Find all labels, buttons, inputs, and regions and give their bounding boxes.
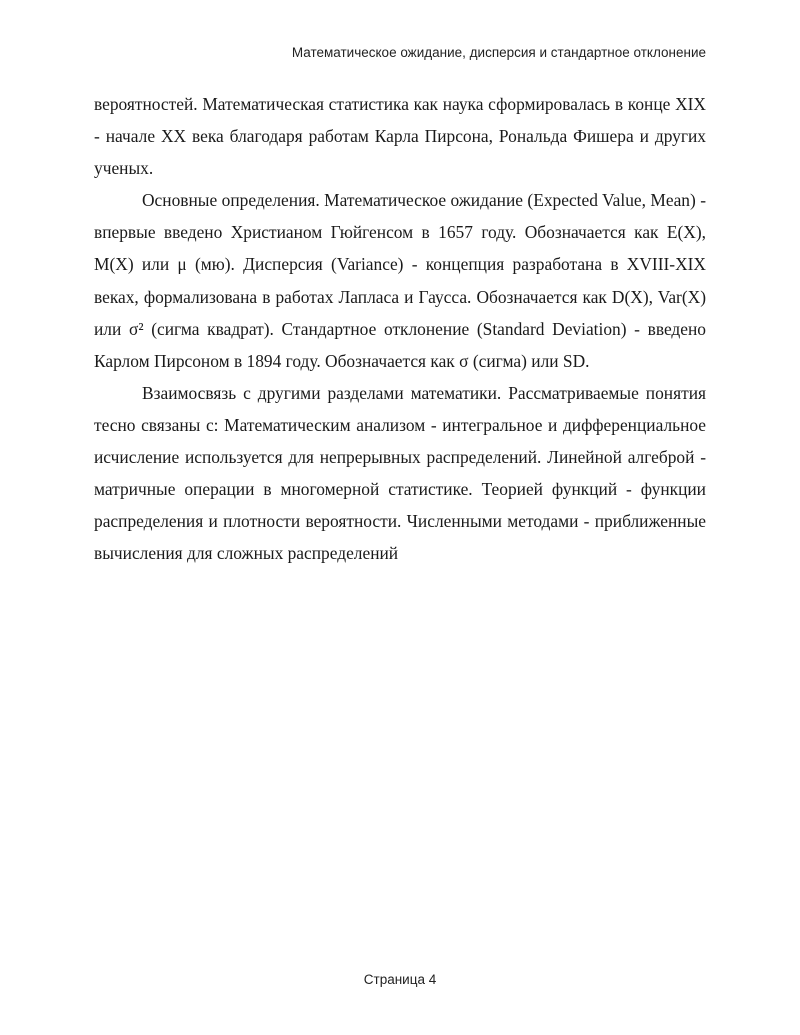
- document-body: [94, 88, 706, 569]
- paragraph-relations: Взаимосвязь с другими разделами математики. Рассматриваемые понятия тесно связаны с: Математическим анализом - интегральное и дифференциальное исчисление используется для непрерывных распределений. Линейной алгеброй - матричные операции в многомерной статистике. Теорией функций - функции распределения и плотности вероятности. Численными методами - приближенные вычисления для сложных распределений: [94, 382, 706, 564]
- page-header: Математическое ожидание, дисперсия и стандартное отклонение: [291, 45, 706, 60]
- page-number: Страница 4: [363, 972, 437, 987]
- paragraph-definitions: Основные определения. Математическое ожидание (Expected Value, Mean) - впервые введено Христианом Гюйгенсом в 1657 году. Обозначается как E(X), M(X) или μ (мю). Дисперсия (Variance) - концепция разработана в XVIII-XIX веках, формализована в работах Лапласа и Гаусса. Обозначается как D(X), Var(X) или σ² (сигма квадрат). Стандартное отклонение (Standard Deviation) - введено Карлом Пирсоном в 1894 году. Обозначается как σ (сигма) или SD.: [94, 190, 706, 371]
- paragraph-continuation: вероятностей. Математическая статистика как наука сформировалась в конце XIX - начале XX века благодаря работам Карла Пирсона, Рональда Фишера и других ученых.: [94, 94, 706, 179]
